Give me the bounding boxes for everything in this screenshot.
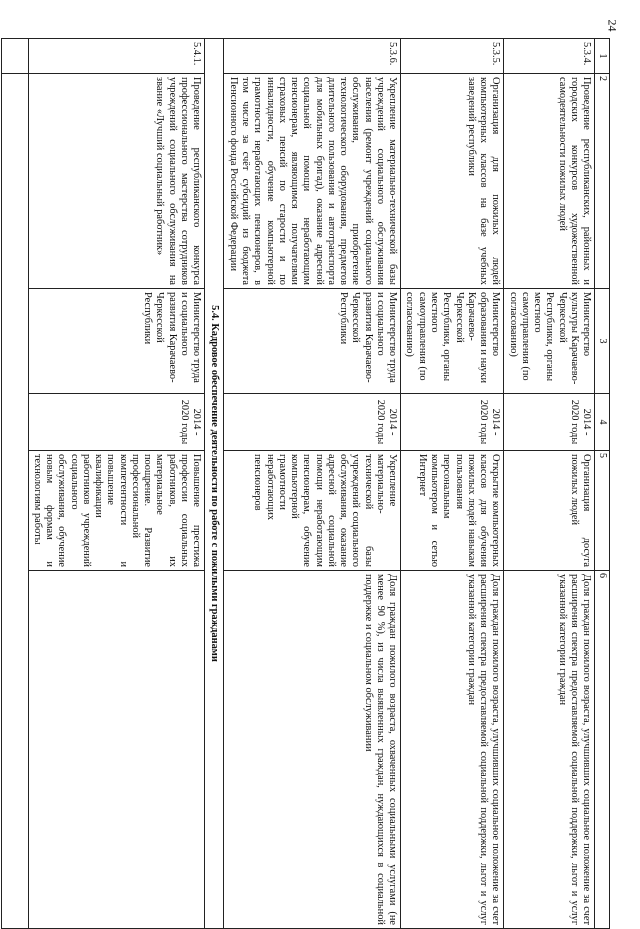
executor-cell: Министерство труда и социального развития Карачаево-Черкесской Республики bbox=[28, 289, 205, 394]
indicator-cell: Доля граждан пожилого возраста, улучшивших социальное положение за счет расширения спектра предоставляемой социальной поддержки, льгот и услуг указанной категории граждан bbox=[504, 571, 595, 929]
activity-cell: Организация для пожилых людей компьютерных классов на базе учебных заведений республики bbox=[401, 74, 504, 289]
column-number: 4 bbox=[595, 394, 610, 451]
blank-row bbox=[1, 39, 28, 929]
table-row bbox=[401, 39, 504, 929]
indicator-cell: Доля граждан пожилого возраста, охваченных социальными услугами (не менее 90 %), из числа выявленных граждан, нуждающихся в социальной поддержке и социальном обслуживании bbox=[224, 571, 401, 929]
table-row bbox=[224, 39, 401, 929]
executor-cell: Министерство труда и социального развития Карачаево-Черкесской Республики bbox=[224, 289, 401, 394]
executor-cell: Министерство образования и науки Карачаево-Черкесской Республики, органы местного самоуправления (по согласованию) bbox=[401, 289, 504, 394]
row-number: 5.3.6. bbox=[224, 39, 401, 74]
column-number: 3 bbox=[595, 289, 610, 394]
row-number: 5.4.1. bbox=[28, 39, 205, 74]
column-number: 5 bbox=[595, 451, 610, 571]
activity-cell: Проведение республиканского конкурса профессионального мастерства сотрудников учреждений социального обслуживания на звание «Лучший социальный работник» bbox=[28, 74, 205, 289]
rotated-table-container bbox=[31, 38, 610, 925]
column-number: 1 bbox=[595, 39, 610, 74]
result-cell: Повышение престижа профессии социальных работников, их материальное поощрение. Развитие профессиональной компетентности и повышение квалификации работников учреждений социального обслуживания, обучение новым формам и технологиям работы bbox=[28, 451, 205, 571]
activity-cell: Укрепление материально-технической базы учреждений социального обслуживания населения (ремонт учреждений социального обслуживания, приобретение технологического оборудования, предметов длительного пользования и автотранспорта для мобильных бригад), оказание адресной социальной помощи неработающим пенсионерам, являющимся получателями страховых пенсий по старости и по инвалидности, обучение компьютерной грамотности неработающих пенсионеров, в том числе за счёт субсидий из бюджета Пенсионного фонда Российской Федерации bbox=[224, 74, 401, 289]
period-cell: 2014 - 2020 годы bbox=[224, 394, 401, 451]
activity-cell: Проведение республиканских, районных и городских конкурсов художественной самодеятельности пожилых людей bbox=[504, 74, 595, 289]
result-cell: Укрепление материально-технической базы учреждений социального обслуживания, оказание адресной социальной помощи неработающим пенсионерам, обучение компьютерной грамотности неработающих пенсионеров bbox=[224, 451, 401, 571]
indicator-cell bbox=[28, 571, 205, 929]
blank-cell bbox=[1, 74, 28, 929]
row-number: 5.3.5. bbox=[401, 39, 504, 74]
result-cell: Организация досуга пожилых людей bbox=[504, 451, 595, 571]
executor-cell: Министерство культуры Карачаево-Черкесской Республики, органы местного самоуправления (по согласованию) bbox=[504, 289, 595, 394]
period-cell: 2014 - 2020 годы bbox=[28, 394, 205, 451]
measures-table bbox=[1, 38, 610, 929]
result-cell: Открытие компьютерных классов для обучения пожилых людей навыкам пользования персональным компьютером и сетью Интернет bbox=[401, 451, 504, 571]
table-row bbox=[28, 39, 205, 929]
column-number-row bbox=[595, 39, 610, 929]
section-title: 5.4. Кадровое обеспечение деятельности по работе с пожилыми гражданами bbox=[205, 39, 224, 929]
row-number: 5.3.4. bbox=[504, 39, 595, 74]
column-number: 6 bbox=[595, 571, 610, 929]
section-heading-row bbox=[205, 39, 224, 929]
page-number: 24 bbox=[605, 19, 620, 32]
period-cell: 2014 - 2020 годы bbox=[401, 394, 504, 451]
indicator-cell: Доля граждан пожилого возраста, улучшивших социальное положение за счет расширения спектра предоставляемой социальной поддержки, льгот и услуг указанной категории граждан bbox=[401, 571, 504, 929]
table-row bbox=[504, 39, 595, 929]
column-number: 2 bbox=[595, 74, 610, 289]
period-cell: 2014 - 2020 годы bbox=[504, 394, 595, 451]
blank-cell bbox=[1, 39, 28, 74]
